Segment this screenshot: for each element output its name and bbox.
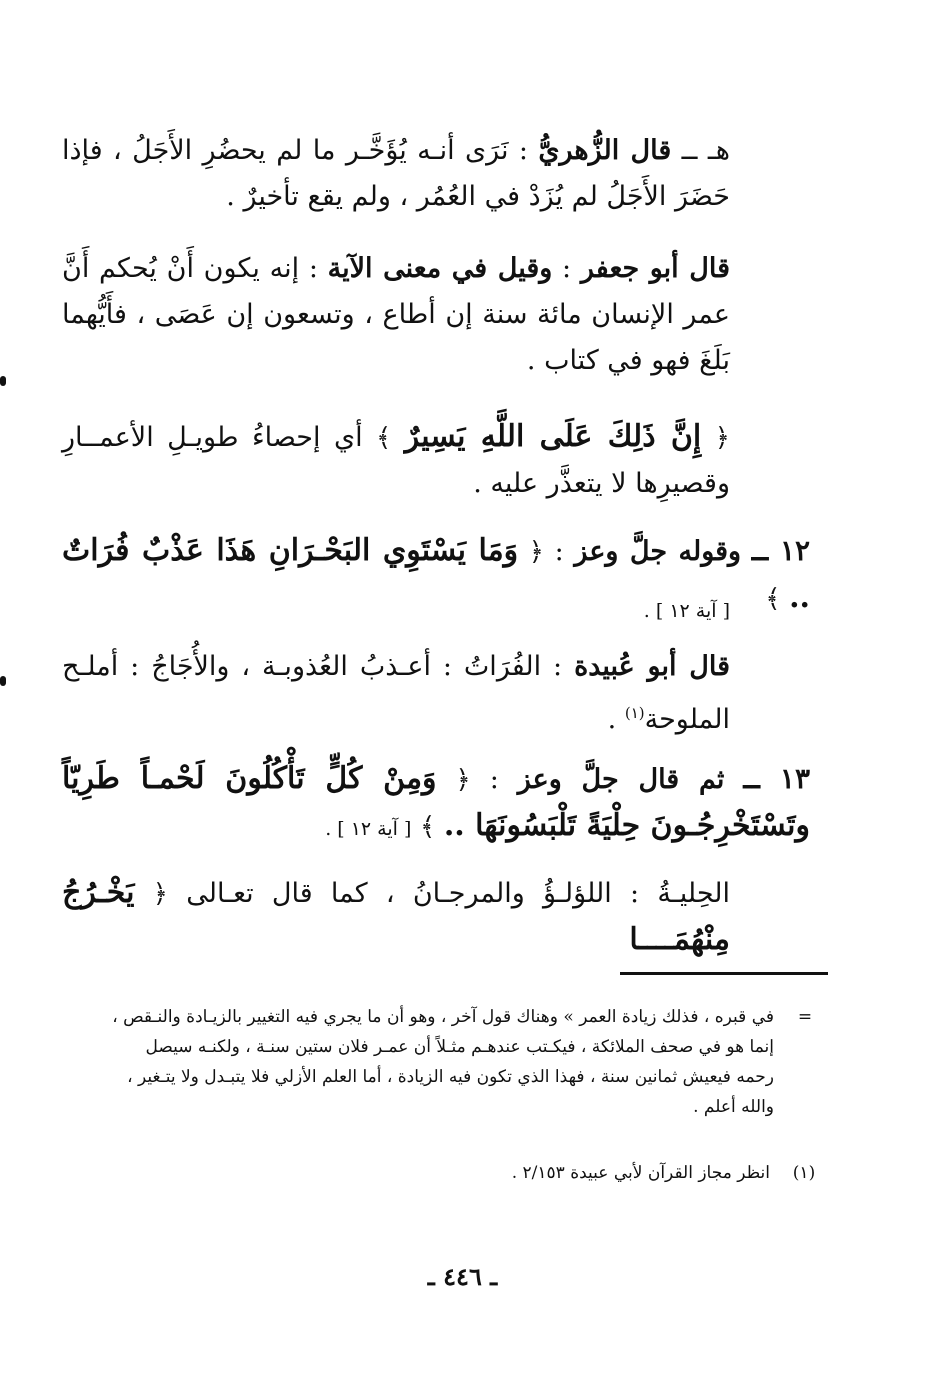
- item-number: ١٢ ــ: [751, 534, 811, 567]
- item-prefix: هـ ــ: [681, 135, 730, 166]
- scan-edge-mark: [0, 376, 6, 386]
- speaker-name: قال أبو جعفر: [580, 253, 730, 284]
- ornate-bracket-open-icon: ﴿: [455, 765, 471, 795]
- sentence-end: .: [607, 704, 625, 735]
- paragraph-text: : إنه يكون أَنْ يُحكم أَنَّ عمر الإنسان مائة سنة إن أطاع ، وتسعون إن عَصَى ، فأَيُّهما بَلَغَ فهو في كتاب .: [62, 253, 730, 376]
- verse-ref-text: [ آية ١٢ ] .: [325, 818, 412, 840]
- paragraph-text: : الفُرَاتُ : أعـذبُ العُذوبـة ، والأُجَاجُ : أملـح الملوحة: [62, 651, 730, 735]
- ornate-bracket-close-icon: ﴾: [765, 584, 781, 614]
- paragraph-verse-commentary: [62, 414, 730, 507]
- scan-edge-mark: [0, 676, 6, 686]
- quran-quote: إِنَّ ذَلِكَ عَلَى اللَّهِ يَسِيرٌ: [404, 419, 702, 454]
- separator: :: [562, 253, 572, 284]
- lead-phrase: وقوله جلَّ وعز: [574, 536, 742, 567]
- speaker-name: قال الزُّهريُّ: [538, 135, 672, 166]
- paragraph-zuhri: [62, 128, 730, 220]
- ornate-bracket-open-icon: ﴿: [152, 879, 168, 909]
- ornate-bracket-open-icon: ﴿: [528, 537, 545, 567]
- footnote-line: والله أعلم .: [693, 1097, 774, 1117]
- quran-quote: وَمَا يَسْتَوِي البَحْـرَانِ هَذَا عَذْبٌ فُرَاتٌ ..: [62, 533, 810, 615]
- separator: :: [554, 536, 564, 567]
- paragraph-abu-ubaida: [62, 644, 730, 743]
- continuation-sign: =: [797, 1007, 813, 1027]
- paragraph-text: أي إحصاءُ طويـلِ الأعمــارِ وقصيرِها لا يتعذَّر عليه .: [62, 422, 730, 499]
- paragraph-abu-jafar: [62, 246, 730, 384]
- ornate-bracket-close-icon: ﴾: [419, 812, 436, 842]
- footnote-line: في قبره ، فذلك زيادة العمر » وهناك قول آخر ، وهو أن ما يجري فيه التغيير بالزيـادة والنـقص ،: [112, 1007, 774, 1027]
- paragraph-text: : نَرَى أنـه يُؤَخَّـر ما لم يحضُرِ الأَجَلُ ، فإذا حَضَرَ الأَجَلُ لم يُزَدْ في العُمُر ، ولم يقع تأخيرٌ .: [62, 135, 730, 212]
- footnote-continuation-marker: [790, 1002, 820, 1032]
- paragraph-text: الحِليـةُ : اللؤلـؤُ والمرجـانُ ، كما قال تعـالى: [186, 878, 731, 909]
- footnote-continued: [74, 1002, 774, 1122]
- ornate-bracket-open-icon: ﴿: [714, 423, 730, 453]
- footnote-mark[interactable]: (١): [624, 704, 645, 722]
- footnote-rule: [620, 972, 828, 975]
- footnote-1-marker: [782, 1158, 826, 1188]
- lead-phrase: ثم قال جلَّ وعز: [517, 764, 725, 795]
- quran-quote: وَمِنْ كُلٍّ تَأْكُلُونَ لَحْمـاً طَرِيّاً وتَسْتَخْرِجُـونَ حِلْيَةً تَلْبَسُونَهَا ..: [62, 761, 810, 843]
- item-13: [62, 756, 810, 852]
- speaker-name: قال أبو عُبيدة: [574, 651, 730, 682]
- quran-quote: يَخْـرُجُ مِنْهُمَــــا: [62, 875, 730, 957]
- lead-phrase: وقيل في معنى الآية: [327, 253, 553, 284]
- verse-ref-text: [ آية ١٢ ] .: [643, 600, 730, 622]
- verse-reference: [420, 588, 730, 634]
- footnote-1: [300, 1158, 770, 1188]
- footnote-number: (١): [792, 1163, 816, 1183]
- ornate-bracket-close-icon: ﴾: [376, 423, 392, 453]
- item-number: ١٣ ــ: [743, 762, 810, 795]
- footnote-text: انظر مجاز القرآن لأبي عبيدة ٢/١٥٣ .: [511, 1163, 770, 1183]
- footnote-line: رحمه فيعيش ثمانين سنة ، فهذا الذي تكون فيه الزيادة ، أما العلم الأزلي فلا يتبـدل ولا يتـغير ،: [127, 1067, 774, 1087]
- paragraph-hilya: [62, 870, 730, 964]
- footnote-line: إنما هو في صحف الملائكة ، فيكـتب عندهـم مثـلاً أن عمـر فلان ستين سنـة ، ولكنـه سيصل: [145, 1037, 774, 1057]
- page-number: ـ ٤٤٦ ـ: [427, 1262, 498, 1291]
- separator: :: [489, 764, 499, 795]
